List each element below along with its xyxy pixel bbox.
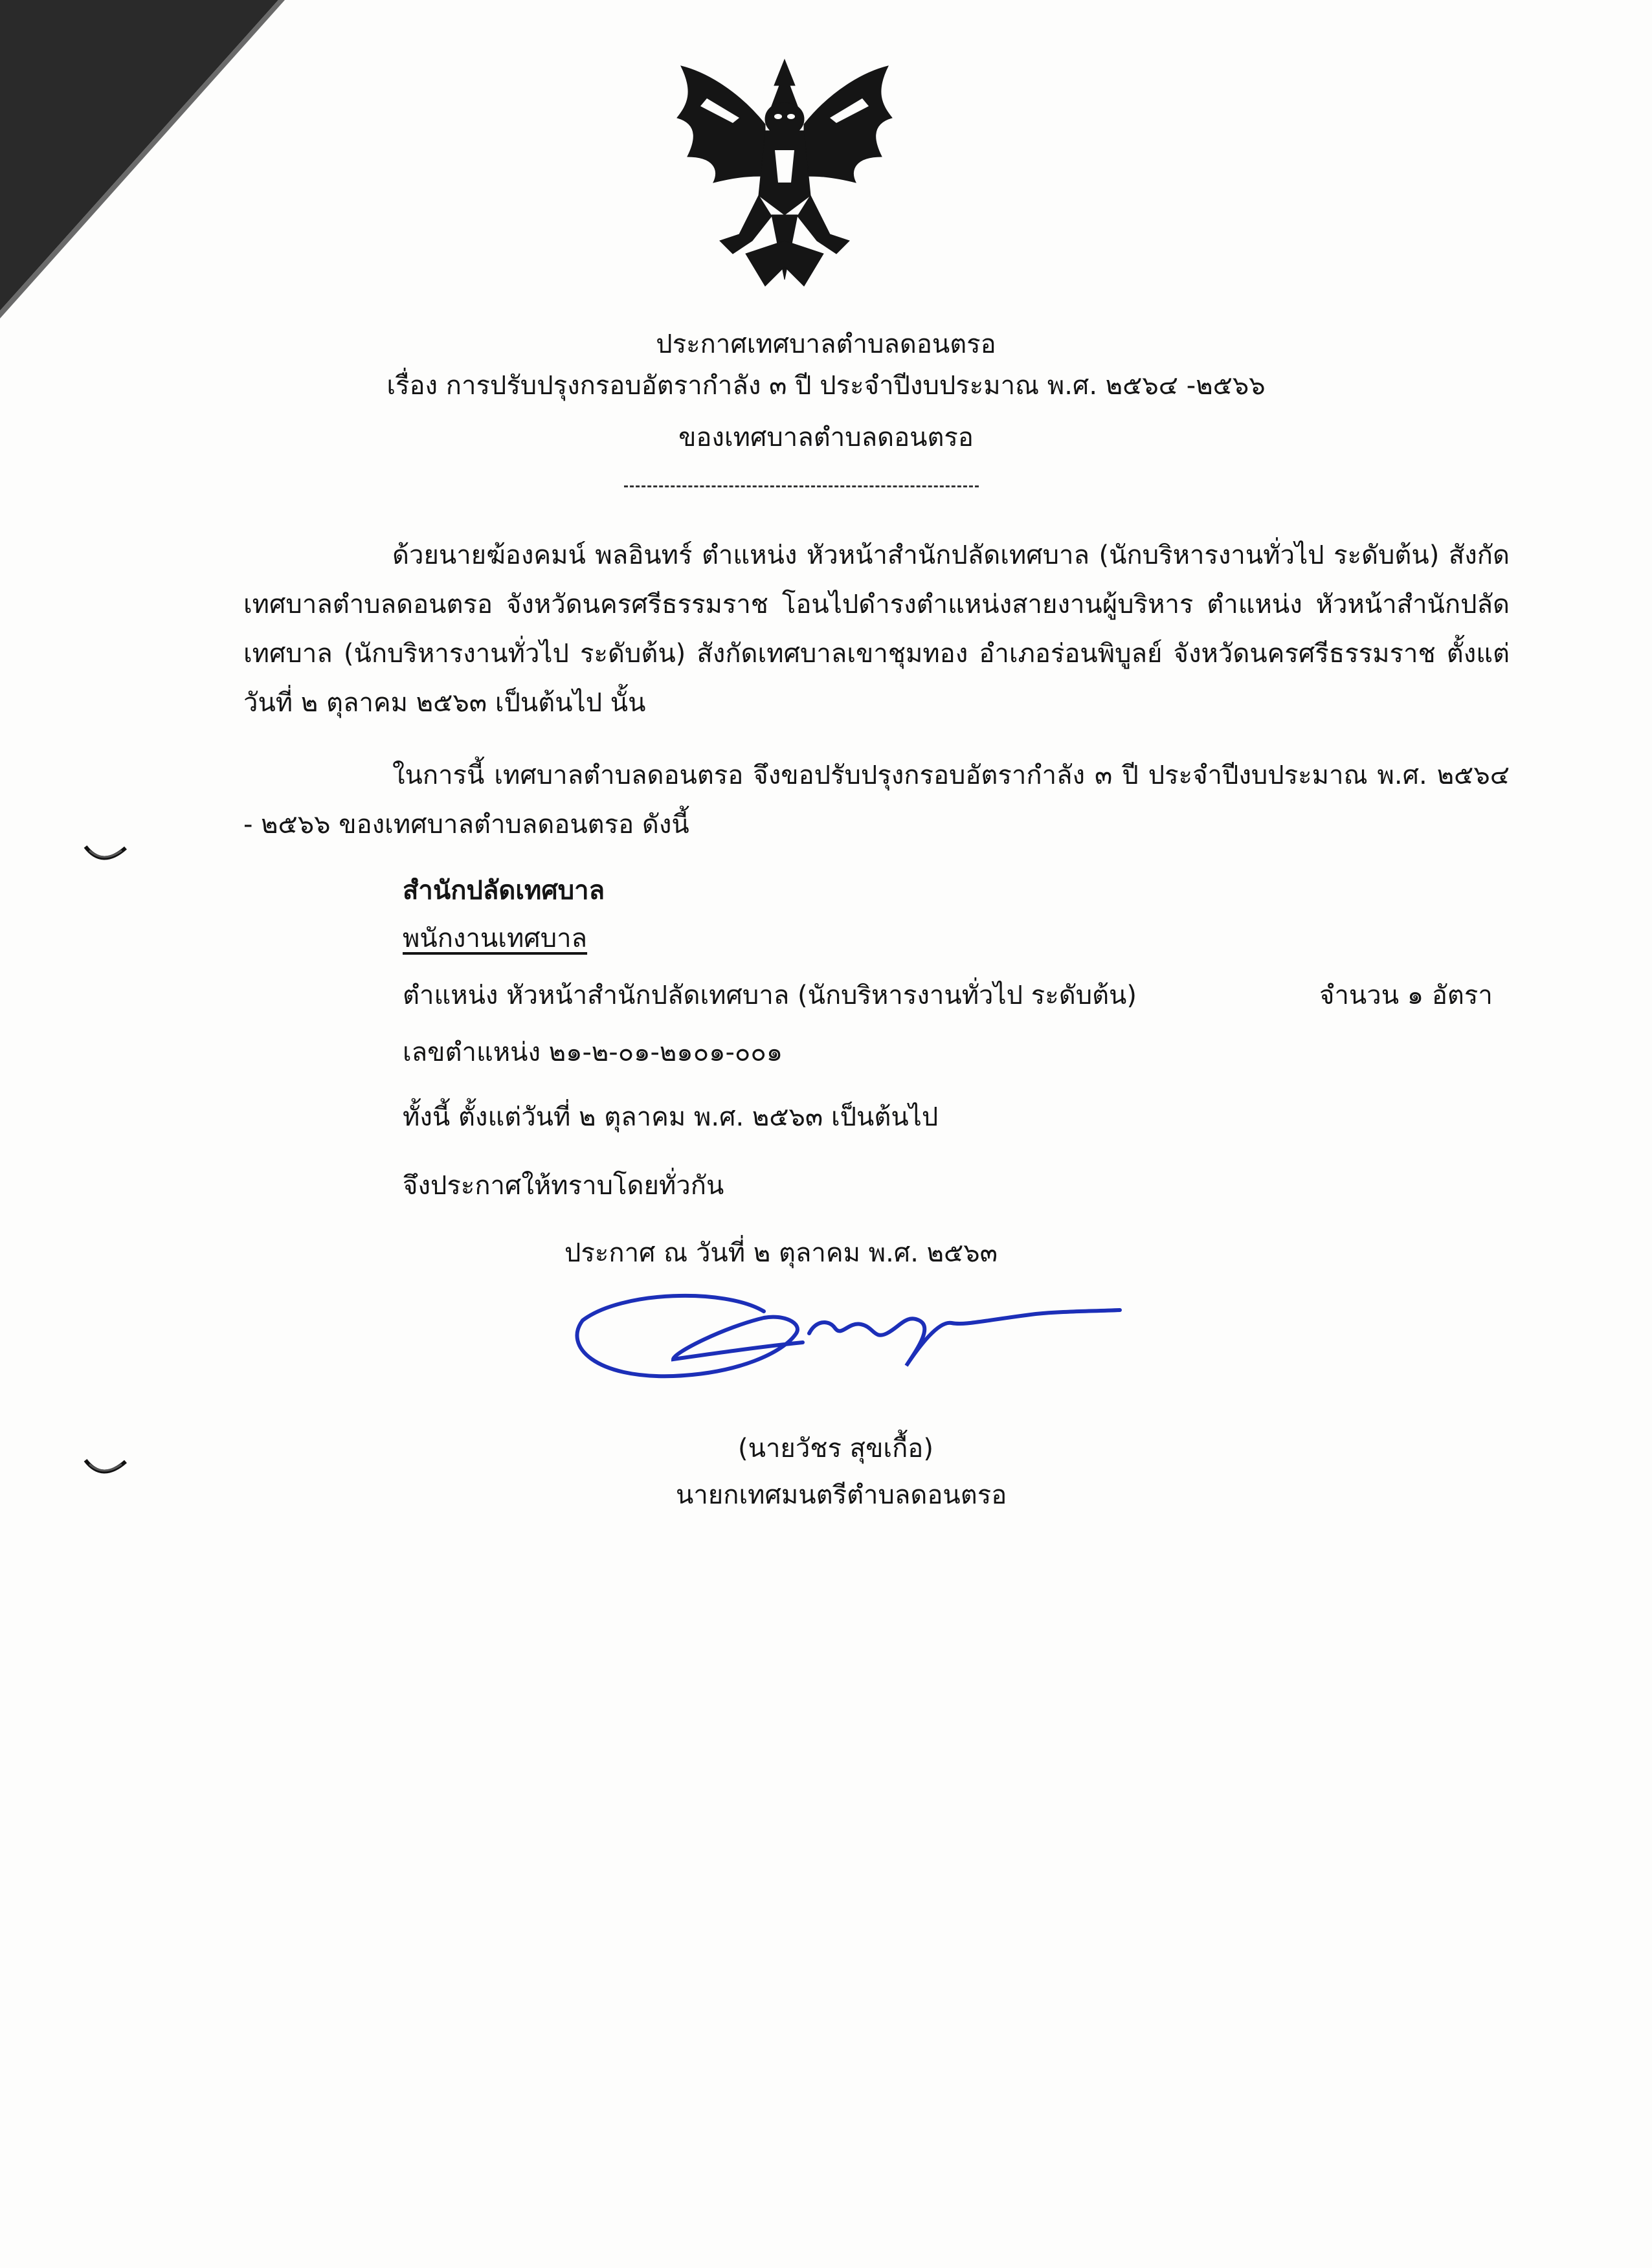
announcement-title: ประกาศเทศบาลตำบลดอนตรอ [656, 329, 996, 359]
punch-hole-mark [83, 1455, 128, 1481]
garuda-emblem-icon [668, 47, 901, 293]
announce-line: จึงประกาศให้ทราบโดยทั่วกัน [403, 1171, 724, 1201]
folded-corner [0, 0, 311, 337]
announcement-subject: เรื่อง การปรับปรุงกรอบอัตรากำลัง ๓ ปี ประจำปีงบประมาณ พ.ศ. ๒๕๖๔ -๒๕๖๖ [386, 371, 1266, 401]
announcement-date: ประกาศ ณ วันที่ ๒ ตุลาคม พ.ศ. ๒๕๖๓ [564, 1238, 998, 1268]
heading-divider [624, 485, 979, 487]
body-paragraph-2: ในการนี้ เทศบาลตำบลดอนตรอ จึงขอปรับปรุงกรอบอัตรากำลัง ๓ ปี ประจำปีงบประมาณ พ.ศ. ๒๕๖๔ - ๒๕๖๖ ของเทศบาลตำบลดอนตรอ ดังนี้ [243, 761, 1510, 839]
position-number: เลขตำแหน่ง ๒๑-๒-๐๑-๒๑๐๑-๐๐๑ [403, 1038, 783, 1067]
body-paragraph-1: ด้วยนายฆ้องคมน์ พลอินทร์ ตำแหน่ง หัวหน้าสำนักปลัดเทศบาล (นักบริหารงานทั่วไป ระดับต้น) สังกัดเทศบาลตำบลดอนตรอ จังหวัดนครศรีธรรมราช โอนไปดำรงตำแหน่งสายงานผู้บริหาร ตำแหน่ง หัวหน้าสำนักปลัดเทศบาล (นักบริหารงานทั่วไป ระดับต้น) สังกัดเทศบาลเขาชุมทอง อำเภอร่อนพิบูลย์ จังหวัดนครศรีธรรมราช ตั้งแต่วันที่ ๒ ตุลาคม ๒๕๖๓ เป็นต้นไป นั้น [243, 540, 1510, 718]
announcement-issuer: ของเทศบาลตำบลดอนตรอ [678, 423, 974, 452]
effective-date-line: ทั้งนี้ ตั้งแต่วันที่ ๒ ตุลาคม พ.ศ. ๒๕๖๓ เป็นต้นไป [403, 1102, 939, 1132]
signer-name: (นายวัชร สุขเกื้อ) [738, 1434, 933, 1463]
staff-type-heading: พนักงานเทศบาล [403, 924, 588, 953]
signer-title: นายกเทศมนตรีตำบลดอนตรอ [676, 1480, 1007, 1510]
handwritten-signature [570, 1282, 1152, 1418]
office-heading: สำนักปลัดเทศบาล [403, 876, 605, 906]
punch-hole-mark [83, 841, 128, 867]
position-line: ตำแหน่ง หัวหน้าสำนักปลัดเทศบาล (นักบริหารงานทั่วไป ระดับต้น) [403, 981, 1137, 1010]
quota-count: จำนวน ๑ อัตรา [1319, 981, 1493, 1010]
